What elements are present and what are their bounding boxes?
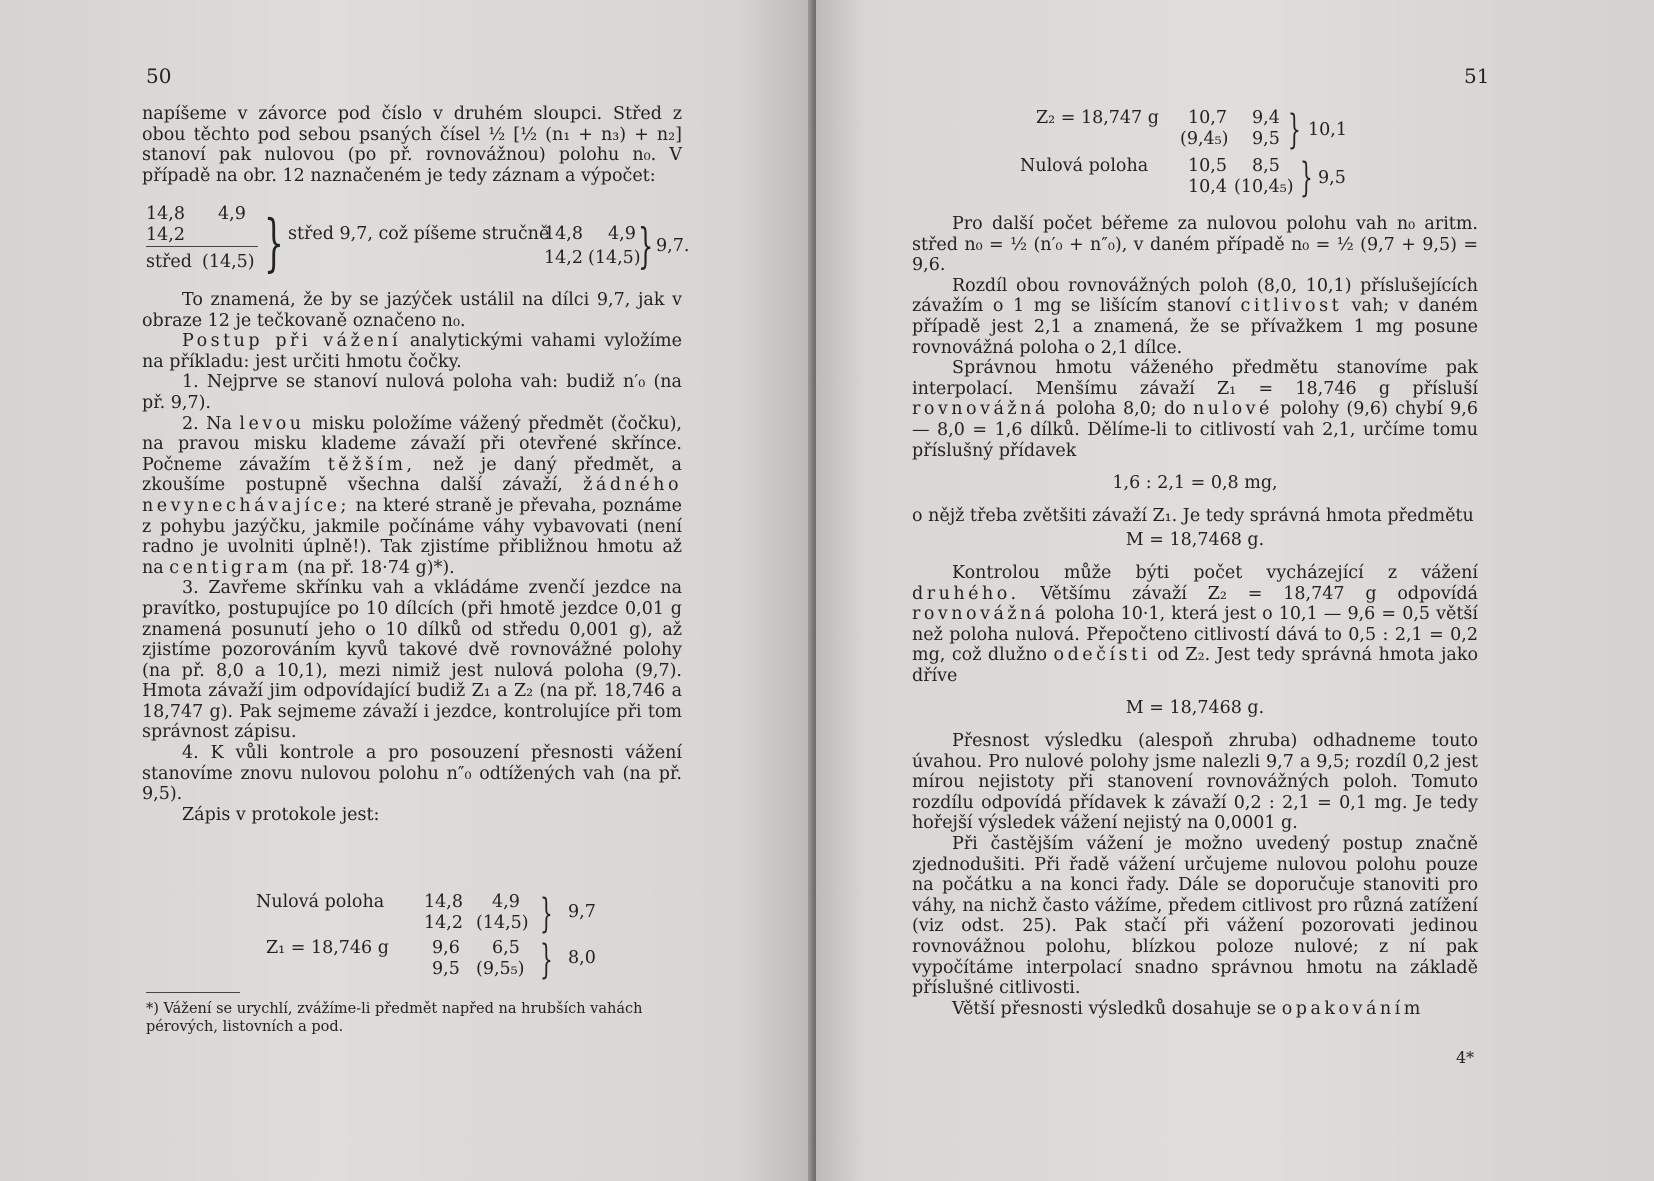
- cell: (9,4₅): [1180, 129, 1229, 149]
- text: než je daný předmět, a zkoušíme postupně všechna další závaží,: [142, 454, 682, 496]
- emphasis: levou: [239, 413, 305, 434]
- brace-icon: }: [264, 206, 284, 279]
- cell: (14,5): [202, 252, 255, 272]
- cell: 14,8: [544, 224, 583, 244]
- protocol-table: [256, 892, 616, 982]
- text: napíšeme v závorce pod číslo v druhém sloupci. Střed z obou těchto pod sebou psaných čísel ½ [½ (n₁ + n₃) + n₂] stanoví pak nulovou (po př. rovnovážnou) polohu n₀. V případě na obr. 12 naznačeném je tedy záznam a výpočet:: [142, 104, 682, 186]
- cell: Z₂ = 18,747 g: [1036, 108, 1159, 128]
- paragraph: [142, 331, 682, 372]
- paragraph: Přesnost výsledku (alespoň zhruba) odhadneme touto úvahou. Pro nulové polohy jsme nalezli 9,7 a 9,5; rozdíl 0,2 jest mírou nejistoty při stanovení rovnovážných poloh. Tomuto rozdílu odpovídá přídavek k závaží 0,2 : 2,1 = 0,1 mg. Je tedy hořejší výsledek vážení nejistý na 0,0001 g.: [912, 731, 1478, 834]
- emphasis: rovnovážná: [912, 604, 1049, 625]
- cell: 9,4: [1252, 108, 1280, 128]
- footnote-rule: [146, 992, 240, 993]
- cell: (14,5): [588, 248, 641, 268]
- body-text: [142, 290, 682, 825]
- cell: 4,9: [608, 224, 636, 244]
- cell: střed: [146, 252, 192, 272]
- cell: 9,5: [1318, 168, 1346, 188]
- page-number: 50: [146, 64, 172, 88]
- cell: 9,6: [432, 938, 460, 958]
- text: Správnou hmotu váženého předmětu stanovíme pak interpolací. Menšímu závaží Z₁ = 18,746 g přísluší: [912, 358, 1478, 399]
- emphasis: odečísti: [1053, 645, 1151, 666]
- paragraph: [912, 358, 1478, 461]
- emphasis: těžším,: [327, 454, 416, 475]
- calculation-table: [146, 204, 706, 279]
- cell: 10,5: [1188, 156, 1227, 176]
- text: poloha 10·1, která jest o 10,1 — 9,6 = 0,5 větší než poloha nulová. Přepočteno citlivostí dává to 0,5 : 2,1 = 0,2 mg, což dlužno: [912, 604, 1478, 666]
- brace-icon: }: [540, 891, 553, 937]
- paragraph: 4. K vůli kontrole a pro posouzení přesnosti vážení stanovíme znovu nulovou polohu n″₀ odtížených vah (na př. 9,5).: [142, 743, 682, 805]
- emphasis: citlivost: [1240, 296, 1343, 317]
- emphasis: nulové: [1192, 399, 1273, 420]
- text: na které straně je převaha, poznáme z pohybu jazýčku, jakmile počínáme váhy vybavovati (není radno je uvolniti úplně!). Tak zjistíme přibližnou hmotu až na: [142, 495, 682, 578]
- cell: 14,2: [544, 248, 583, 268]
- cell: 14,2: [424, 913, 463, 933]
- emphasis: rovnovážná: [912, 399, 1049, 420]
- brace-icon: }: [540, 937, 553, 983]
- equation: M = 18,7468 g.: [1125, 530, 1265, 551]
- paragraph: [142, 414, 682, 579]
- weighing-table: [1020, 107, 1396, 201]
- cell: 8,5: [1252, 156, 1280, 176]
- cell: Z₁ = 18,746 g: [266, 938, 389, 958]
- cell: 14,8: [424, 892, 463, 912]
- cell: 9,5: [1252, 129, 1280, 149]
- brace-icon: }: [1288, 107, 1301, 153]
- brace-icon: }: [638, 218, 654, 274]
- cell: 9,7: [568, 902, 596, 922]
- paragraph: [912, 999, 1478, 1020]
- paragraph: o nějž třeba zvětšiti závaží Z₁. Je tedy správná hmota předmětu: [912, 505, 1474, 526]
- emphasis: žádného nevynechávajíce;: [142, 475, 682, 516]
- emphasis: centigram: [169, 557, 292, 578]
- text: (na př. 18·74 g)*).: [297, 557, 455, 578]
- text: od Z₂. Jest tedy správná hmota jako dříve: [912, 645, 1478, 686]
- paragraph: [912, 563, 1478, 687]
- text: vah; v daném případě jest 2,1 a znamená, že se přívažkem 1 mg posune rovnovážná poloha o 2,1 dílce.: [912, 296, 1478, 358]
- cell: 9,5: [432, 959, 460, 979]
- emphasis: opakováním: [1281, 998, 1424, 1019]
- cell: (9,5₅): [476, 959, 525, 979]
- cell: 10,1: [1308, 120, 1347, 140]
- cell: 10,7: [1188, 108, 1227, 128]
- text: misku položíme vážený předmět (čočku), na pravou misku klademe závaží při otevřené skřínce. Počneme závažím: [142, 413, 682, 475]
- signature-mark: 4*: [1456, 1048, 1475, 1067]
- text: Kontrolou může býti počet vycházející z vážení: [952, 562, 1478, 583]
- left-page: [0, 0, 816, 1181]
- emphasis: Postup při vážení: [182, 331, 402, 352]
- footnote: *) Vážení se urychlí, zvážíme-li předmět napřed na hrubších vahách pérových, listovních a pod.: [146, 1001, 643, 1035]
- body-text: [912, 214, 1478, 1019]
- cell: 6,5: [492, 938, 520, 958]
- cell: 10,4: [1188, 177, 1227, 197]
- divider: [146, 246, 258, 247]
- cell: 14,8: [146, 204, 185, 224]
- right-page: [816, 0, 1654, 1181]
- emphasis: druhého.: [912, 583, 1020, 604]
- paragraph: 3. Zavřeme skřínku vah a vkládáme zvenčí jezdce na pravítko, postupujíce po 10 dílcích (při hmotě jezdce 0,01 g znamená posunutí jeho o 10 dílků od středu 0,001 g), až zjistíme pozorováním kyvů takové dvě rovnovážné polohy (na př. 8,0 a 10,1), mezi nimiž jest nulová poloha (9,7). Hmota závaží jim odpovídající budiž Z₁ a Z₂ (na př. 18,746 a 18,747 g). Pak sejmeme závaží i jezdce, kontrolujíce při tom správnost zápisu.: [142, 578, 682, 743]
- paragraph: To znamená, že by se jazýček ustálil na dílci 9,7, jak v obraze 12 je tečkovaně označeno n₀.: [142, 290, 682, 331]
- text: poloha 8,0; do: [1056, 399, 1186, 420]
- paragraph: Zápis v protokole jest:: [182, 804, 380, 825]
- cell: 9,7.: [656, 236, 690, 256]
- cell: Nulová poloha: [1020, 156, 1149, 176]
- paragraph: [912, 276, 1478, 358]
- equation: 1,6 : 2,1 = 0,8 mg,: [1112, 473, 1278, 494]
- paragraph: Pro další počet béřeme za nulovou polohu vah n₀ aritm. střed n₀ = ½ (n′₀ + n″₀), v daném případě n₀ = ½ (9,7 + 9,5) = 9,6.: [912, 214, 1478, 276]
- paragraph: Při častějším vážení je možno uvedený postup značně zjednodušiti. Při řadě vážení určujeme nulovou polohu pouze na počátku a na konci řady. Dále se doporučuje stanoviti pro váhy, na nichž často vážíme, předem citlivost pro různá zatížení (viz odst. 25). Pak stačí při vážení pozorovati jedinou rovnovážnou polohu, blízkou poloze nulové; z ní pak vypočítáme interpolací snadno správnou hmotu na základě příslušné citlivosti.: [912, 834, 1478, 999]
- cell: 14,2: [146, 225, 185, 245]
- text: Rozdíl obou rovnovážných poloh (8,0, 10,1) příslušejících závažím o 1 mg se lišícím stanoví: [912, 275, 1478, 317]
- text: analytickými vahami vyložíme na příkladu: jest určiti hmotu čočky.: [142, 331, 682, 372]
- text: polohy (9,6) chybí 9,6 — 8,0 = 1,6 dílků. Dělíme-li to citlivostí vah 2,1, určíme tomu příslušný přídavek: [912, 399, 1478, 461]
- cell: 4,9: [492, 892, 520, 912]
- equation: M = 18,7468 g.: [1125, 698, 1265, 719]
- brace-icon: }: [1300, 155, 1313, 201]
- text: Většímu závaží Z₂ = 18,747 g odpovídá: [1040, 583, 1478, 604]
- cell: (14,5): [476, 913, 529, 933]
- cell: Nulová poloha: [256, 892, 385, 912]
- paragraph: [142, 104, 682, 186]
- text: Větší přesnosti výsledků dosahuje se: [952, 998, 1277, 1019]
- cell: (10,4₅): [1234, 177, 1294, 197]
- cell: střed 9,7, což píšeme stručně: [288, 224, 550, 244]
- cell: 8,0: [568, 948, 596, 968]
- paragraph: 1. Nejprve se stanoví nulová poloha vah: budiž n′₀ (na př. 9,7).: [142, 372, 682, 413]
- page-number: 51: [1464, 64, 1490, 88]
- text: 2. Na: [182, 413, 232, 434]
- cell: 4,9: [218, 204, 246, 224]
